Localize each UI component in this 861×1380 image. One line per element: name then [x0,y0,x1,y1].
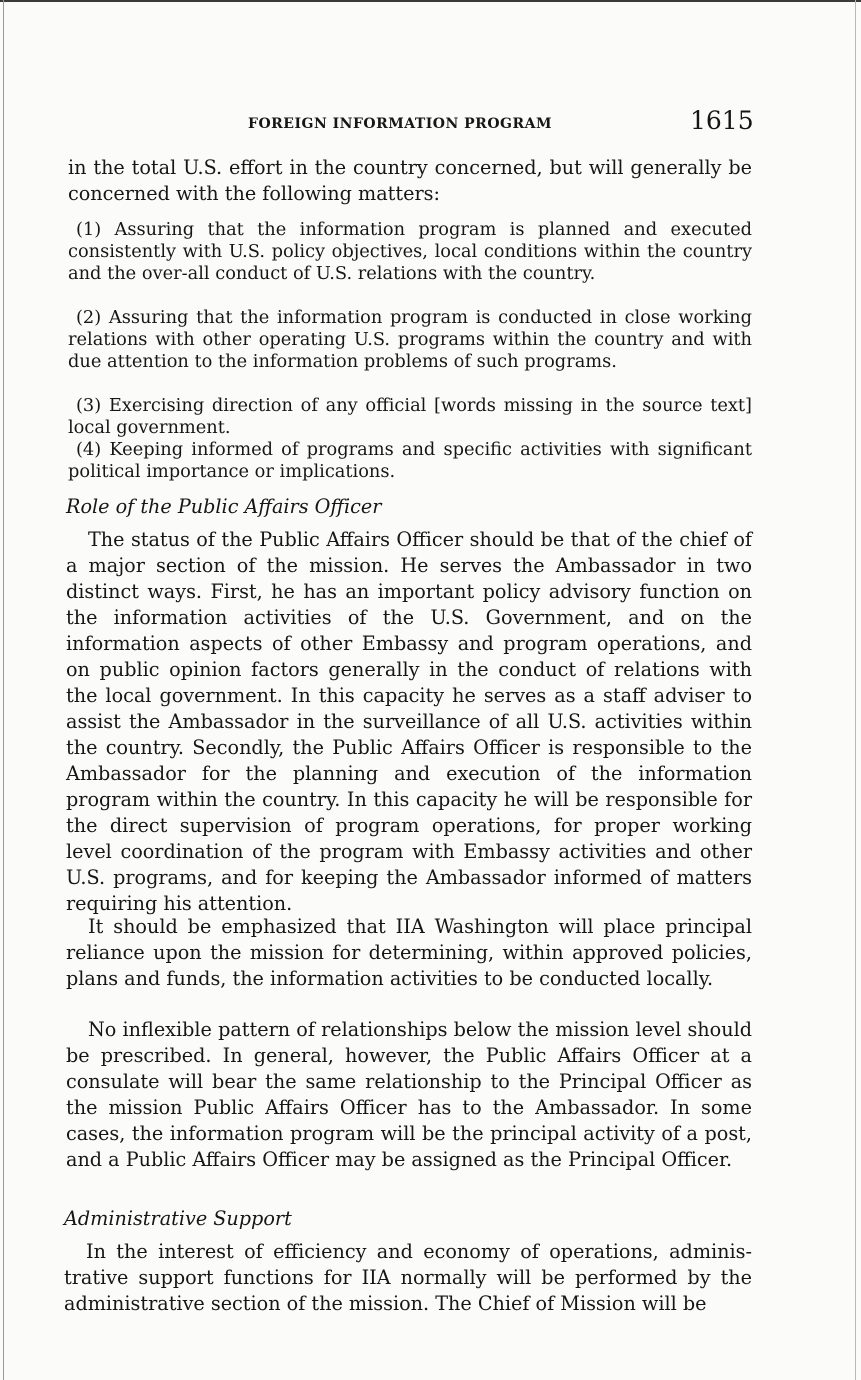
role-paragraph: The status of the Public Affairs Officer should be that of the chief of a major section of the mission. He serves the Ambassador in two distinct ways. First, he has an important policy advisory function on the information activities of the U.S. Government, and on the information aspects of other Embassy and program operations, and on public opinion factors generally in the conduct of relations with the local government. In this capacity he serves as a staff adviser to assist the Ambassador in the surveillance of all U.S. activities within the country. Secondly, the Public Affairs Officer is responsible to the Ambassador for the planning and execution of the information program within the country. In this capacity he will be responsible for the direct supervision of program operations, for proper working level coordination of the program with Embassy activities and other U.S. programs, and for keeping the Ambassador informed of matters requiring his attention. [66,528,752,915]
page-top-edge [0,0,861,2]
page-number: 1615 [690,106,754,135]
role-paragraph: It should be emphasized that IIA Washington will place principal reliance upon the mission for determining, within approved policies, plans and funds, the information activities to be conducted locally. [66,915,752,990]
matter-item: (1) Assuring that the information program is planned and executed consistently with U.S. policy objectives, local conditions within the country and the over-all conduct of U.S. relations with the country. [68,219,752,284]
matter-item: (4) Keeping informed of programs and specific activities with significant political importance or implications. [68,439,752,482]
page-right-edge [855,0,856,1380]
role-paragraph: No inflexible pattern of relationships below the mission level should be prescribed. In general, however, the Public Affairs Officer at a consulate will bear the same relationship to the Principal Officer as the mission Public Affairs Officer has to the Ambassador. In some cases, the information program will be the principal activity of a post, and a Public Affairs Officer may be assigned as the Principal Officer. [66,1018,752,1171]
matter-item: (3) Exercising direction of any official [words missing in the source text] local government. [68,395,752,438]
running-head: FOREIGN INFORMATION PROGRAM [248,116,552,132]
matter-item: (2) Assuring that the information program is conducted in close working relations with other operating U.S. programs within the country and with due attention to the information problems of such programs. [68,307,752,372]
admin-paragraph: In the interest of efficiency and economy of operations, administrative support functions for IIA normally will be performed by the administrative section of the mission. The Chief of Mission will be [64,1240,752,1315]
page-left-edge [3,0,4,1380]
section-heading-admin: Administrative Support [64,1207,292,1230]
section-heading-role: Role of the Public Affairs Officer [66,495,382,518]
intro-paragraph: in the total U.S. effort in the country concerned, but will generally be concerned with the following matters: [68,156,752,205]
